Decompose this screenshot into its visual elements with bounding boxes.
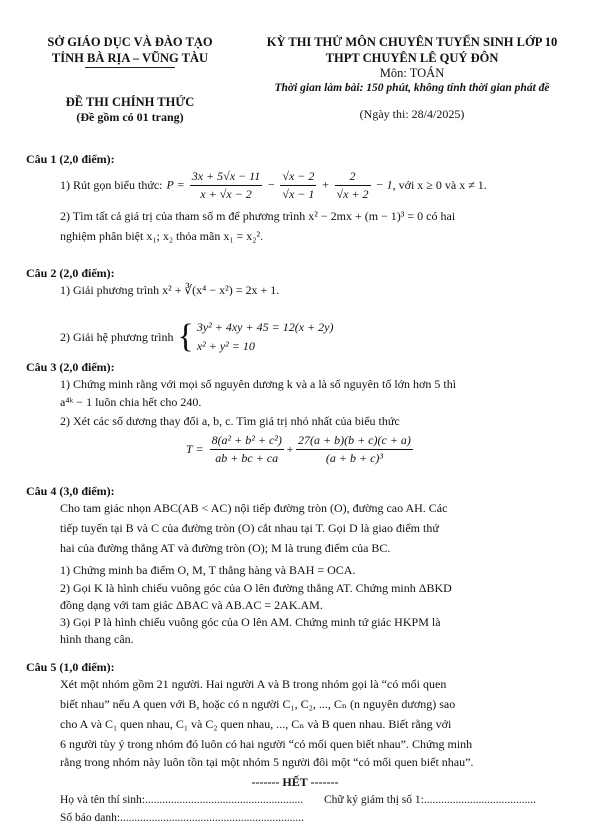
system-eq-1: 3y² + 4xy + 45 = 12(x + 2y) <box>196 320 334 334</box>
q5-line-5: rằng trong nhóm này luôn tồn tại một nhóm 5 người đôi một “có mối quen biết nhau”. <box>60 755 474 769</box>
q4-part-2-line-2: đồng dạng với tam giác ΔBAC và AB.AC = 2AK.AM. <box>60 598 323 612</box>
q3-expression: T = $\frac{\text{8(a² + b² + c²)}}{ab + bc + ca}$ + $\frac{27(a + b)(b + c)(c + a)}{\text{(a + b + c)³}}$ <box>186 433 411 465</box>
subject: Môn: TOÁN <box>379 66 445 80</box>
question-4-title: Câu 4 (3,0 điểm): <box>26 484 115 498</box>
supervisor-signature-field: Chữ ký giám thị số 1:....................................... <box>324 794 536 806</box>
q2-p2-prefix: 2) Giải hệ phương trình <box>60 329 174 344</box>
header-right <box>242 34 582 122</box>
question-3-title: Câu 3 (2,0 điểm): <box>26 360 115 374</box>
exam-title-1: KỲ THI THỬ MÔN CHUYÊN TUYỂN SINH LỚP 10 <box>266 35 558 49</box>
q1-p1-condition: , với x ≥ 0 và x ≠ 1. <box>392 178 487 192</box>
q4-part-3-line-2: hình thang cân. <box>60 632 134 646</box>
header-divider <box>85 67 175 68</box>
q4-intro-3: hai của đường thẳng AT và đường tròn (O); M là trung điểm của BC. <box>60 541 391 555</box>
exam-date: (Ngày thi: 28/4/2025) <box>359 107 465 121</box>
system-eq-2: x² + y² = 10 <box>196 339 255 353</box>
q4-intro-2: tiếp tuyến tại B và C của đường tròn (O) cắt nhau tại T. Gọi D là giao điểm thứ <box>60 521 439 535</box>
q4-intro-1: Cho tam giác nhọn ABC(AB < AC) nội tiếp đường tròn (O), đường cao AH. Các <box>60 501 448 515</box>
pages-note: (Đề gồm có 01 trang) <box>76 110 184 124</box>
q5-line-2: biết nhau” nếu A quen với B, hoặc có n người C₁, C₂, ..., Cₙ (n nguyên dương) sao <box>60 697 456 711</box>
official-label: ĐỀ THI CHÍNH THỨC <box>65 95 195 109</box>
q5-line-4: 6 người tùy ý trong nhóm đó luôn có hai người “có mối quen biết nhau”. Chứng minh <box>60 737 473 751</box>
question-5-title: Câu 5 (1,0 điểm): <box>26 660 115 674</box>
dept-line-1: SỞ GIÁO DỤC VÀ ĐÀO TẠO <box>47 35 213 49</box>
question-3-part-1-line-2: a⁴ᵏ − 1 luôn chia hết cho 240. <box>60 395 202 409</box>
question-2-title: Câu 2 (2,0 điểm): <box>26 266 115 280</box>
end-marker: ------- HẾT ------- <box>251 775 339 789</box>
q5-line-1: Xét một nhóm gồm 21 người. Hai người A và B trong nhóm gọi là “có mối quen <box>60 677 447 691</box>
q4-part-3-line-1: 3) Gọi P là hình chiếu vuông góc của O lên AM. Chứng minh tứ giác HKPM là <box>60 615 441 629</box>
question-1-part-1 <box>60 168 487 203</box>
system-brace: { <box>177 318 194 355</box>
q5-line-3: cho A và C₁ quen nhau, C₁ và C₂ quen nhau, ..., Cₙ và B quen nhau. Biết rằng với <box>60 717 452 731</box>
q1-expr: P = $\frac{3x + 5√x - 11}{x + √x - 2}$ − $\frac{√x - 2}{√x - 1}$ + $\frac{2}{√x + 2}$ − 1 <box>166 169 393 201</box>
question-2-part-2 <box>60 318 333 356</box>
question-1-part-2-line-1: 2) Tìm tất cả giá trị của tham số m để phương trình x² − 2mx + (m − 1)³ = 0 có hai <box>60 209 456 223</box>
question-3-part-2: 2) Xét các số dương thay đổi a, b, c. Tìm giá trị nhỏ nhất của biểu thức <box>60 414 400 428</box>
dept-line-2: TỈNH BÀ RỊA – VŨNG TÀU <box>51 51 209 65</box>
exam-title-2: THPT CHUYÊN LÊ QUÝ ĐÔN <box>325 51 499 65</box>
time-limit: Thời gian làm bài: 150 phút, không tính thời gian phát đề <box>274 82 550 94</box>
header-left <box>20 34 240 125</box>
candidate-id-field: Số báo danh:................................................................ <box>60 812 305 824</box>
q4-part-2-line-1: 2) Gọi K là hình chiếu vuông góc của O lên đường thẳng AT. Chứng minh ΔBKD <box>60 581 452 595</box>
candidate-name-field: Họ và tên thí sinh:....................................................... <box>60 794 304 806</box>
q1-p1-prefix: 1) Rút gọn biểu thức: <box>60 178 163 192</box>
question-3-part-1-line-1: 1) Chứng minh rằng với mọi số nguyên dương k và a là số nguyên tố lớn hơn 5 thì <box>60 377 457 391</box>
question-1-part-2-line-2: nghiệm phân biệt x₁; x₂ thỏa mãn x₁ = x₂². <box>60 229 264 243</box>
question-2-part-1: 1) Giải phương trình x² + ∛(x⁴ − x²) = 2x + 1. <box>60 283 280 297</box>
question-1-title: Câu 1 (2,0 điểm): <box>26 152 115 166</box>
q4-part-1: 1) Chứng minh ba điểm O, M, T thẳng hàng và BAH = OCA. <box>60 563 356 577</box>
